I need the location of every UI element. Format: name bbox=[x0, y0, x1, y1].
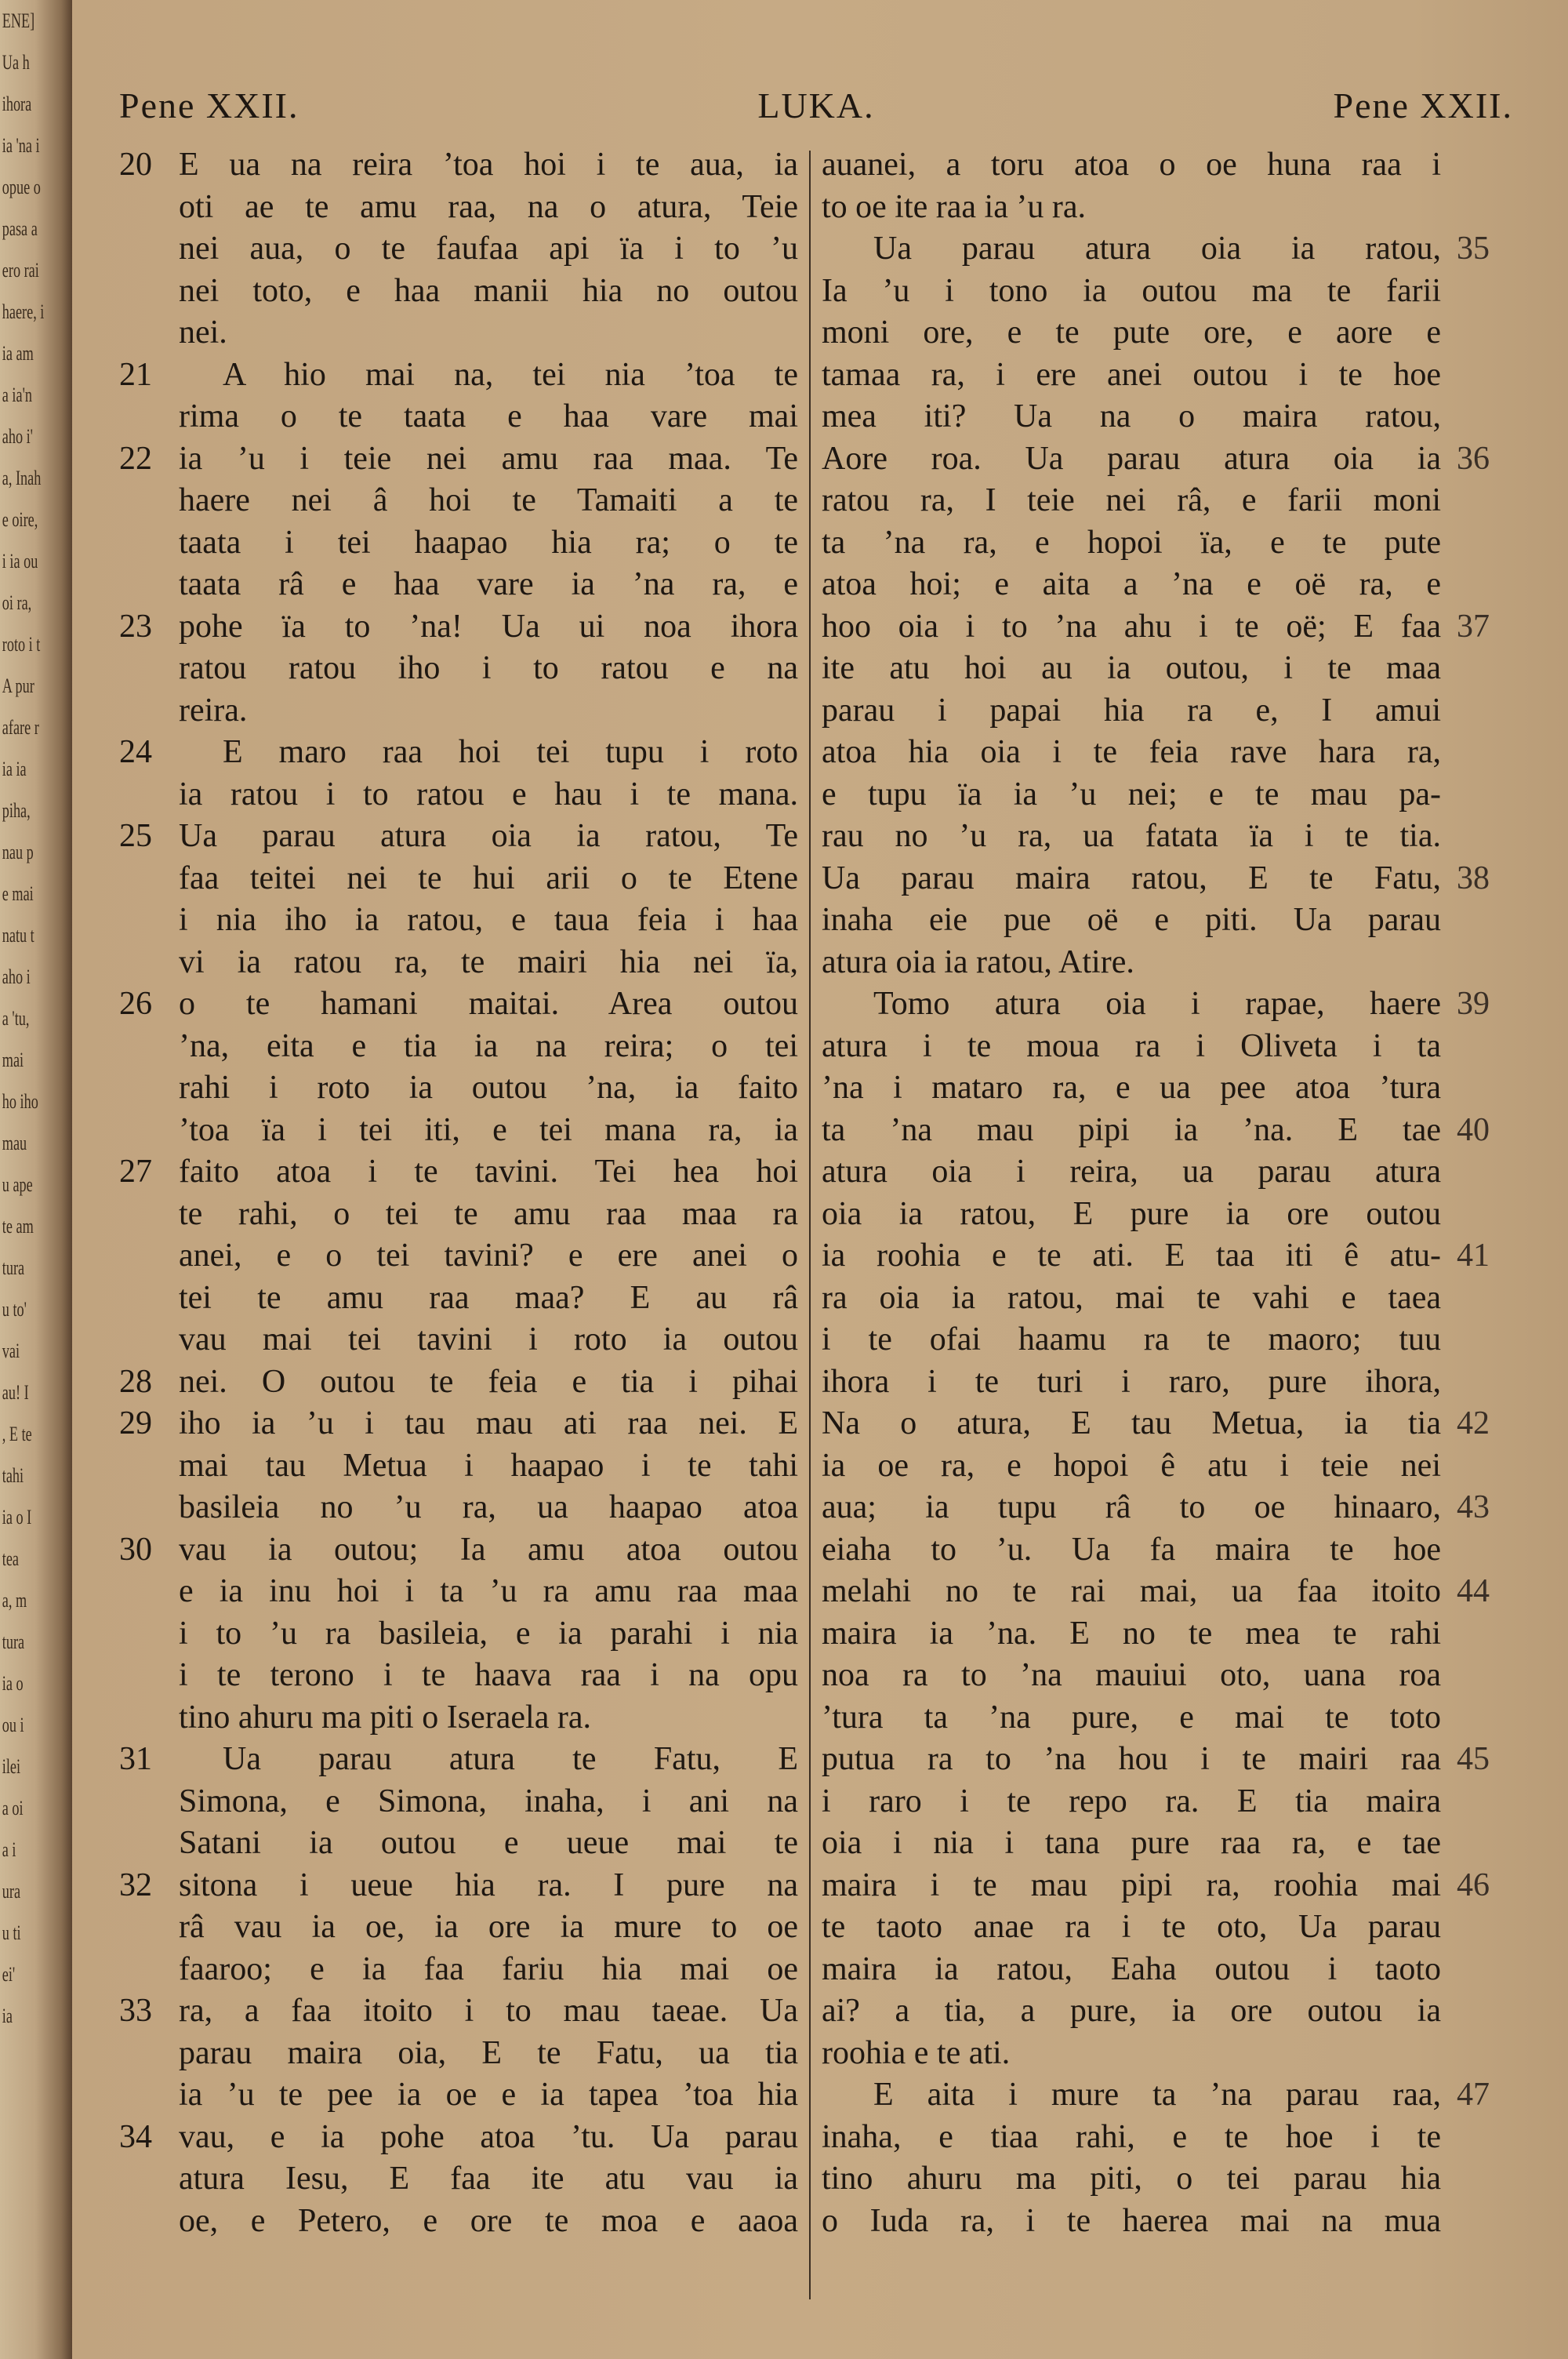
gutter-fragment: u to' bbox=[2, 1298, 27, 1321]
text-line bbox=[822, 1361, 1441, 1404]
text-line bbox=[119, 271, 798, 313]
text-line bbox=[822, 1278, 1441, 1320]
gutter-fragment: mau bbox=[2, 1132, 27, 1154]
text-line bbox=[119, 816, 798, 858]
text-line bbox=[822, 648, 1441, 690]
text-line bbox=[822, 942, 1441, 984]
text-line bbox=[119, 858, 798, 900]
text-line bbox=[119, 1613, 798, 1656]
gutter-fragment: ia o I bbox=[2, 1506, 32, 1528]
text-line bbox=[119, 1781, 798, 1823]
text-line bbox=[119, 732, 798, 774]
verse-number: 23 bbox=[119, 608, 152, 645]
gutter-fragment: ia 'na i bbox=[2, 134, 40, 157]
verse-number: 38 bbox=[1457, 860, 1490, 896]
line-text: ratou ratou iho i to ratou e na bbox=[179, 650, 798, 686]
verse-number: 43 bbox=[1457, 1489, 1490, 1525]
line-text: ia oe ra, e hopoi ê atu i teie nei bbox=[822, 1447, 1441, 1484]
verse-number: 21 bbox=[119, 356, 152, 393]
gutter-fragment: ho iho bbox=[2, 1090, 38, 1113]
text-line bbox=[119, 1235, 798, 1278]
line-text: maira i te mau pipi ra, roohia mai bbox=[822, 1866, 1441, 1903]
text-line bbox=[119, 2117, 798, 2159]
gutter-fragment: tura bbox=[2, 1630, 25, 1653]
line-text: putua ra to ’na hou i te mairi raa bbox=[822, 1741, 1441, 1777]
text-line bbox=[119, 480, 798, 522]
gutter-fragment: afare r bbox=[2, 716, 39, 739]
line-text: Ua parau maira ratou, E te Fatu, bbox=[822, 860, 1441, 896]
gutter-fragment: pasa a bbox=[2, 217, 38, 240]
line-text: parau maira oia, E te Fatu, ua tia bbox=[179, 2034, 798, 2071]
gutter-fragment: u ape bbox=[2, 1173, 33, 1196]
line-text: ia ratou i to ratou e hau i te mana. bbox=[179, 776, 798, 812]
text-line bbox=[822, 1151, 1441, 1194]
text-line bbox=[822, 2201, 1441, 2243]
verse-number: 24 bbox=[119, 734, 152, 770]
text-line bbox=[822, 1529, 1441, 1572]
column-divider bbox=[809, 151, 811, 2299]
text-line bbox=[822, 1655, 1441, 1697]
line-text: ia ’u i teie nei amu raa maa. Te bbox=[179, 440, 798, 477]
running-head bbox=[119, 85, 1513, 132]
line-text: to oe ite raa ia ’u ra. bbox=[822, 188, 1086, 225]
text-line bbox=[822, 1739, 1490, 1781]
line-text: e ia inu hoi i ta ’u ra amu raa maa bbox=[179, 1573, 798, 1609]
text-line bbox=[822, 1906, 1441, 1949]
text-line bbox=[119, 354, 798, 397]
line-text: i te ofai haamu ra te maoro; tuu bbox=[822, 1321, 1441, 1358]
line-text: Tomo atura oia i rapae, haere bbox=[873, 986, 1441, 1022]
text-line bbox=[822, 1319, 1441, 1361]
text-line bbox=[822, 1613, 1441, 1656]
verse-number: 36 bbox=[1457, 440, 1490, 477]
line-text: atoa hia oia i te feia rave hara ra, bbox=[822, 734, 1441, 770]
gutter-fragment: aho i bbox=[2, 965, 31, 988]
text-line bbox=[822, 144, 1441, 187]
line-text: taata i tei haapao hia ra; o te bbox=[179, 524, 798, 561]
text-line bbox=[119, 2158, 798, 2201]
right-text-column bbox=[822, 144, 1490, 2242]
gutter-fragment: tahi bbox=[2, 1464, 24, 1487]
text-line bbox=[119, 1823, 798, 1865]
verse-number: 46 bbox=[1457, 1866, 1490, 1903]
text-line bbox=[822, 228, 1490, 271]
text-line bbox=[822, 1571, 1490, 1613]
gutter-fragment: tura bbox=[2, 1256, 25, 1279]
line-text: e tupu ïa ia ’u nei; e te mau pa- bbox=[822, 776, 1441, 812]
line-text: oia i nia i tana pure raa ra, e tae bbox=[822, 1825, 1441, 1861]
line-text: i nia iho ia ratou, e taua feia i haa bbox=[179, 902, 798, 938]
text-line bbox=[822, 1781, 1441, 1823]
text-line bbox=[119, 1990, 798, 2033]
line-text: nei. O outou te feia e tia i pihai bbox=[179, 1363, 798, 1400]
line-text: ia ’u te pee ia oe e ia tapea ’toa hia bbox=[179, 2077, 798, 2113]
text-line bbox=[822, 816, 1441, 858]
line-text: mea iti? Ua na o maira ratou, bbox=[822, 398, 1441, 434]
gutter-fragment: Ua h bbox=[2, 51, 30, 74]
line-text: ratou ra, I teie nei râ, e farii moni bbox=[822, 482, 1441, 518]
header-book-title: LUKA. bbox=[757, 85, 875, 125]
gutter-fragment: ia ia bbox=[2, 758, 27, 780]
line-text: râ vau ia oe, ia ore ia mure to oe bbox=[179, 1909, 798, 1945]
text-line bbox=[822, 354, 1441, 397]
line-text: E ua na reira ’toa hoi i te aua, ia bbox=[179, 147, 798, 183]
verse-number: 47 bbox=[1457, 2077, 1490, 2113]
header-chapter-right: Pene XXII. bbox=[1333, 85, 1513, 125]
gutter-fragment: ihora bbox=[2, 93, 32, 115]
gutter-fragment: , E te bbox=[2, 1423, 32, 1445]
line-text: ai? a tia, a pure, ia ore outou ia bbox=[822, 1993, 1441, 2029]
line-text: maira ia ’na. E no te mea te rahi bbox=[822, 1615, 1441, 1652]
gutter-fragment: piha, bbox=[2, 799, 31, 822]
text-line bbox=[119, 1361, 798, 1404]
verse-number: 26 bbox=[119, 986, 152, 1022]
line-text: oia ia ratou, E pure ia ore outou bbox=[822, 1195, 1441, 1232]
text-line bbox=[822, 2033, 1441, 2075]
line-text: atura Iesu, E faa ite atu vau ia bbox=[179, 2161, 798, 2197]
line-text: ra oia ia ratou, mai te vahi e taea bbox=[822, 1279, 1441, 1316]
line-text: inaha, e tiaa rahi, e te hoe i te bbox=[822, 2118, 1441, 2155]
gutter-fragment: i ia ou bbox=[2, 550, 38, 572]
text-line bbox=[119, 1403, 798, 1445]
line-text: oti ae te amu raa, na o atura, Teie bbox=[179, 188, 798, 225]
line-text: moni ore, e te pute ore, e aore e bbox=[822, 314, 1441, 351]
line-text: ia roohia e te ati. E taa iti ê atu- bbox=[822, 1238, 1441, 1274]
line-text: ’tura ta ’na pure, e mai te toto bbox=[822, 1699, 1441, 1736]
gutter-fragment: haere, i bbox=[2, 300, 45, 323]
text-line bbox=[119, 1026, 798, 1068]
verse-number: 34 bbox=[119, 2118, 152, 2155]
text-line bbox=[822, 522, 1441, 565]
text-line bbox=[119, 1697, 798, 1739]
line-text: tino ahuru ma piti o Iseraela ra. bbox=[179, 1699, 591, 1736]
line-text: Ua parau atura te Fatu, E bbox=[223, 1741, 798, 1777]
text-line bbox=[119, 1151, 798, 1194]
gutter-fragment: ia am bbox=[2, 342, 34, 365]
line-text: Ia ’u i tono ia outou ma te farii bbox=[822, 272, 1441, 309]
line-text: te rahi, o tei te amu raa maa ra bbox=[179, 1195, 798, 1232]
text-line bbox=[119, 1865, 798, 1907]
text-line bbox=[822, 438, 1490, 481]
text-line bbox=[822, 2158, 1441, 2201]
text-line bbox=[119, 564, 798, 606]
line-text: E maro raa hoi tei tupu i roto bbox=[223, 734, 798, 770]
gutter-fragment: ia bbox=[2, 2005, 13, 2027]
text-line bbox=[822, 2074, 1490, 2117]
text-line bbox=[119, 983, 798, 1026]
text-line bbox=[119, 144, 798, 187]
text-line bbox=[119, 522, 798, 565]
gutter-fragment: opue o bbox=[2, 176, 41, 198]
gutter-fragment: aho i' bbox=[2, 425, 33, 448]
gutter-fragment: e oire, bbox=[2, 508, 38, 531]
text-line bbox=[822, 1865, 1490, 1907]
gutter-fragment: e mai bbox=[2, 882, 34, 905]
verse-number: 41 bbox=[1457, 1238, 1490, 1274]
text-line bbox=[822, 983, 1490, 1026]
line-text: vau, e ia pohe atoa ’tu. Ua parau bbox=[179, 2118, 798, 2155]
line-text: vau ia outou; Ia amu atoa outou bbox=[179, 1531, 798, 1568]
line-text: rima o te taata e haa vare mai bbox=[179, 398, 798, 434]
text-line bbox=[119, 228, 798, 271]
gutter-fragment: ia o bbox=[2, 1672, 24, 1695]
gutter-fragment: mai bbox=[2, 1049, 24, 1071]
line-text: rahi i roto ia outou ’na, ia faito bbox=[179, 1070, 798, 1106]
gutter-fragment: A pur bbox=[2, 674, 34, 697]
text-line bbox=[822, 900, 1441, 942]
verse-number: 35 bbox=[1457, 231, 1490, 267]
text-line bbox=[822, 1403, 1490, 1445]
line-text: roohia e te ati. bbox=[822, 2034, 1011, 2071]
line-text: ra, a faa itoito i to mau taeae. Ua bbox=[179, 1993, 798, 2029]
text-line bbox=[119, 900, 798, 942]
text-line bbox=[119, 1949, 798, 1991]
text-line bbox=[822, 1990, 1441, 2033]
text-line bbox=[822, 1194, 1441, 1236]
text-line bbox=[119, 1278, 798, 1320]
text-line bbox=[119, 396, 798, 438]
line-text: eiaha to ’u. Ua fa maira te hoe bbox=[822, 1531, 1441, 1568]
text-line bbox=[822, 1823, 1441, 1865]
line-text: E aita i mure ta ’na parau raa, bbox=[873, 2077, 1441, 2113]
gutter-fragment: a ia'n bbox=[2, 383, 32, 406]
verse-number: 27 bbox=[119, 1154, 152, 1190]
line-text: melahi no te rai mai, ua faa itoito bbox=[822, 1573, 1441, 1609]
text-line bbox=[119, 2074, 798, 2117]
gutter-fragment: ero rai bbox=[2, 259, 39, 282]
text-line bbox=[119, 1194, 798, 1236]
line-text: parau i papai hia ra e, I amui bbox=[822, 692, 1441, 729]
line-text: i raro i te repo ra. E tia maira bbox=[822, 1783, 1441, 1819]
verse-number: 25 bbox=[119, 818, 152, 854]
text-line bbox=[119, 1655, 798, 1697]
line-text: ta ’na ra, e hopoi ïa, e te pute bbox=[822, 524, 1441, 561]
text-line bbox=[119, 312, 798, 354]
line-text: Simona, e Simona, inaha, i ani na bbox=[179, 1783, 798, 1819]
text-line bbox=[822, 690, 1441, 732]
gutter-fragment: a i bbox=[2, 1838, 16, 1861]
adjacent-page-gutter bbox=[0, 0, 72, 2359]
line-text: atura i te moua ra i Oliveta i ta bbox=[822, 1027, 1441, 1064]
line-text: aua; ia tupu râ to oe hinaaro, bbox=[822, 1489, 1441, 1525]
line-text: maira ia ratou, Eaha outou i taoto bbox=[822, 1950, 1441, 1987]
text-line bbox=[119, 1571, 798, 1613]
gutter-fragment: tea bbox=[2, 1547, 20, 1570]
text-line bbox=[822, 1067, 1441, 1110]
line-text: ’toa ïa i tei iti, e tei mana ra, ia bbox=[179, 1111, 798, 1148]
verse-number: 40 bbox=[1457, 1111, 1490, 1148]
text-line bbox=[119, 1529, 798, 1572]
gutter-fragment: ei' bbox=[2, 1963, 16, 1986]
line-text: faaroo; e ia faa fariu hia mai oe bbox=[179, 1950, 798, 1987]
text-line bbox=[119, 1445, 798, 1488]
text-line bbox=[822, 1026, 1441, 1068]
line-text: basileia no ’u ra, ua haapao atoa bbox=[179, 1489, 798, 1525]
line-text: atoa hoi; e aita a ’na e oë ra, e bbox=[822, 566, 1441, 602]
text-line bbox=[822, 1445, 1441, 1488]
gutter-fragment: nau p bbox=[2, 841, 34, 863]
line-text: te taoto anae ra i te oto, Ua parau bbox=[822, 1909, 1441, 1945]
gutter-fragment: ou i bbox=[2, 1714, 24, 1736]
verse-number: 42 bbox=[1457, 1405, 1490, 1441]
line-text: inaha eie pue oë e piti. Ua parau bbox=[822, 902, 1441, 938]
gutter-fragment: oi ra, bbox=[2, 591, 32, 614]
line-text: Ua parau atura oia ia ratou, Te bbox=[179, 818, 798, 854]
verse-number: 37 bbox=[1457, 608, 1490, 645]
text-line bbox=[822, 1949, 1441, 1991]
text-line bbox=[119, 774, 798, 816]
gutter-fragment: u ti bbox=[2, 1921, 21, 1944]
line-text: atura oia i reira, ua parau atura bbox=[822, 1154, 1441, 1190]
text-line bbox=[822, 312, 1441, 354]
verse-number: 44 bbox=[1457, 1573, 1490, 1609]
text-line bbox=[822, 564, 1441, 606]
line-text: Ua parau atura oia ia ratou, bbox=[873, 231, 1441, 267]
line-text: nei. bbox=[179, 314, 227, 351]
verse-number: 33 bbox=[119, 1993, 152, 2029]
text-line bbox=[119, 2033, 798, 2075]
text-line bbox=[822, 2117, 1441, 2159]
line-text: ’na i mataro ra, e ua pee atoa ’tura bbox=[822, 1070, 1441, 1106]
line-text: rau no ’u ra, ua fatata ïa i te tia. bbox=[822, 818, 1441, 854]
text-line bbox=[822, 1235, 1490, 1278]
gutter-fragment: ilei bbox=[2, 1755, 21, 1778]
text-line bbox=[119, 1906, 798, 1949]
text-line bbox=[822, 606, 1490, 649]
line-text: vi ia ratou ra, te mairi hia nei ïa, bbox=[179, 943, 798, 980]
line-text: ihora i te turi i raro, pure ihora, bbox=[822, 1363, 1441, 1400]
gutter-fragment: a 'tu, bbox=[2, 1007, 30, 1030]
text-line bbox=[119, 942, 798, 984]
line-text: tino ahuru ma piti, o tei parau hia bbox=[822, 2161, 1441, 2197]
verse-number: 30 bbox=[119, 1531, 152, 1568]
line-text: pohe ïa to ’na! Ua ui noa ihora bbox=[179, 608, 798, 645]
line-text: i to ’u ra basileia, e ia parahi i nia bbox=[179, 1615, 798, 1652]
verse-number: 28 bbox=[119, 1363, 152, 1400]
line-text: vau mai tei tavini i roto ia outou bbox=[179, 1321, 798, 1358]
line-text: tamaa ra, i ere anei outou i te hoe bbox=[822, 356, 1441, 393]
text-line bbox=[119, 1067, 798, 1110]
line-text: ’na, eita e tia ia na reira; o tei bbox=[179, 1027, 798, 1064]
text-line bbox=[822, 1110, 1490, 1152]
line-text: reira. bbox=[179, 692, 248, 729]
text-line bbox=[822, 732, 1441, 774]
text-line bbox=[822, 187, 1441, 229]
text-line bbox=[119, 1487, 798, 1529]
line-text: ta ’na mau pipi ia ’na. E tae bbox=[822, 1111, 1441, 1148]
text-line bbox=[119, 606, 798, 649]
text-line bbox=[822, 858, 1490, 900]
text-line bbox=[119, 438, 798, 481]
text-line bbox=[822, 480, 1441, 522]
text-line bbox=[119, 1110, 798, 1152]
line-text: Aore roa. Ua parau atura oia ia bbox=[822, 440, 1441, 477]
verse-number: 20 bbox=[119, 147, 152, 183]
text-line bbox=[822, 271, 1441, 313]
line-text: iho ia ’u i tau mau ati raa nei. E bbox=[179, 1405, 798, 1441]
gutter-fragment: roto i t bbox=[2, 633, 41, 656]
verse-number: 29 bbox=[119, 1405, 152, 1441]
verse-number: 39 bbox=[1457, 986, 1490, 1022]
line-text: haere nei â hoi te Tamaiti a te bbox=[179, 482, 798, 518]
gutter-fragment: natu t bbox=[2, 924, 34, 947]
text-line bbox=[119, 1319, 798, 1361]
line-text: ite atu hoi au ia outou, i te maa bbox=[822, 650, 1441, 686]
gutter-fragment: a oi bbox=[2, 1797, 24, 1819]
line-text: nei toto, e haa manii hia no outou bbox=[179, 272, 798, 309]
text-line bbox=[822, 1697, 1441, 1739]
line-text: A hio mai na, tei nia ’toa te bbox=[223, 356, 798, 393]
gutter-fragment: au! I bbox=[2, 1381, 29, 1404]
line-text: hoo oia i to ’na ahu i te oë; E faa bbox=[822, 608, 1441, 645]
line-text: taata râ e haa vare ia ’na ra, e bbox=[179, 566, 798, 602]
header-chapter-left: Pene XXII. bbox=[119, 85, 299, 125]
line-text: auanei, a toru atoa o oe huna raa i bbox=[822, 147, 1441, 183]
text-line bbox=[822, 1487, 1490, 1529]
line-text: nei aua, o te faufaa api ïa i to ’u bbox=[179, 231, 798, 267]
text-line bbox=[119, 187, 798, 229]
line-text: anei, e o tei tavini? e ere anei o bbox=[179, 1238, 798, 1274]
line-text: oe, e Petero, e ore te moa e aaoa bbox=[179, 2202, 798, 2239]
gutter-fragment: a, m bbox=[2, 1589, 27, 1612]
text-line bbox=[119, 1739, 798, 1781]
gutter-fragment: te am bbox=[2, 1215, 34, 1238]
gutter-fragment: vai bbox=[2, 1339, 20, 1362]
line-text: faito atoa i te tavini. Tei hea hoi bbox=[179, 1154, 798, 1190]
line-text: atura oia ia ratou, Atire. bbox=[822, 943, 1134, 980]
line-text: sitona i ueue hia ra. I pure na bbox=[179, 1866, 798, 1903]
verse-number: 22 bbox=[119, 440, 152, 477]
line-text: faa teitei nei te hui arii o te Etene bbox=[179, 860, 798, 896]
line-text: i te terono i te haava raa i na opu bbox=[179, 1657, 798, 1693]
line-text: o te hamani maitai. Area outou bbox=[179, 986, 798, 1022]
verse-number: 45 bbox=[1457, 1741, 1490, 1777]
text-line bbox=[119, 690, 798, 732]
gutter-fragment: a, Inah bbox=[2, 467, 42, 489]
left-text-column bbox=[119, 144, 798, 2242]
text-line bbox=[119, 648, 798, 690]
verse-number: 32 bbox=[119, 1866, 152, 1903]
text-line bbox=[822, 396, 1441, 438]
verse-number: 31 bbox=[119, 1741, 152, 1777]
line-text: mai tau Metua i haapao i te tahi bbox=[179, 1447, 798, 1484]
line-text: Satani ia outou e ueue mai te bbox=[179, 1825, 798, 1861]
gutter-fragment: ENE] bbox=[2, 9, 35, 32]
line-text: o Iuda ra, i te haerea mai na mua bbox=[822, 2202, 1441, 2239]
text-line bbox=[119, 2201, 798, 2243]
line-text: tei te amu raa maa? E au râ bbox=[179, 1279, 798, 1316]
line-text: noa ra to ’na mauiui oto, uana roa bbox=[822, 1657, 1441, 1693]
line-text: Na o atura, E tau Metua, ia tia bbox=[822, 1405, 1441, 1441]
text-line bbox=[822, 774, 1441, 816]
gutter-fragment: ura bbox=[2, 1880, 21, 1903]
